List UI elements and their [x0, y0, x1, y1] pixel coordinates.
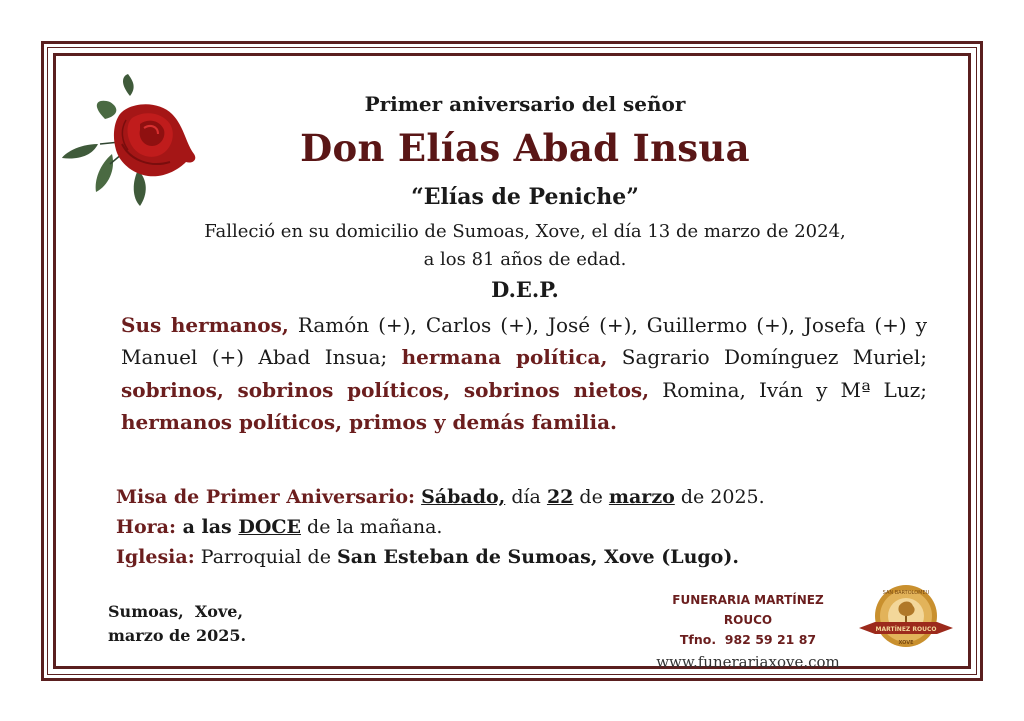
- church-label: Iglesia:: [116, 546, 195, 568]
- hour-post: de la mañana.: [301, 516, 443, 538]
- family-text-sister-in-law: Sagrario Domínguez Muriel;: [607, 345, 927, 370]
- hour-label: Hora:: [116, 516, 176, 538]
- death-line-1: Falleció en su domicilio de Sumoas, Xove, el día 13 de marzo de 2024,: [204, 221, 846, 242]
- family-label-brothers: Sus hermanos,: [121, 313, 289, 337]
- seal-bottom-text: XOVE: [898, 640, 914, 646]
- church-place: San Esteban de Sumoas, Xove (Lugo).: [337, 546, 739, 568]
- nickname: “Elías de Peniche”: [411, 184, 639, 210]
- dep: D.E.P.: [491, 277, 559, 302]
- family-text-brothers: Ramón (+), Carlos (+), José (+), Guillermo (+), Josefa (+) y Manuel (+) Abad Insua;: [121, 313, 928, 370]
- seal-top-text: SAN BARTOLOMEU: [882, 590, 930, 596]
- church-text: Parroquial de: [194, 546, 337, 568]
- funeral-home-name: FUNERARIA MARTÍNEZ ROUCO: [672, 593, 824, 627]
- mass-date: 22: [546, 486, 574, 508]
- place-line-1: Sumoas, Xove,: [108, 602, 244, 621]
- subtitle: Primer aniversario del señor: [364, 92, 686, 116]
- death-notice: [120, 218, 930, 274]
- hour-line: [116, 512, 916, 542]
- mass-text-2: de: [573, 486, 609, 508]
- hour-value: DOCE: [238, 516, 301, 538]
- family-label-sister-in-law: hermana política,: [401, 345, 608, 370]
- mass-month: marzo: [608, 486, 675, 508]
- mass-line: [116, 482, 916, 512]
- mass-day: Sábado,: [421, 486, 506, 508]
- hour-pre: a las: [175, 516, 239, 538]
- place-line-2: marzo de 2025.: [108, 626, 247, 645]
- family-text-nephews: Romina, Iván y Mª Luz;: [649, 377, 927, 402]
- family-label-nephews: sobrinos, sobrinos políticos, sobrinos nietos,: [121, 377, 650, 402]
- family-paragraph: [121, 309, 927, 439]
- church-line: [116, 542, 916, 572]
- seal-ribbon-text: MARTÍNEZ ROUCO: [875, 626, 937, 633]
- death-line-2: a los 81 años de edad.: [423, 249, 627, 270]
- funeral-home-info: [648, 590, 848, 674]
- family-label-others: hermanos políticos, primos y demás familia.: [121, 410, 618, 435]
- funeral-home-phone: Tfno. 982 59 21 87: [679, 632, 817, 647]
- ceremony-info: [116, 482, 916, 572]
- funeral-home-seal-icon: [855, 582, 957, 654]
- mass-text-3: de 2025.: [674, 486, 765, 508]
- mass-label: Misa de Primer Aniversario:: [116, 486, 416, 508]
- mass-text-1: día: [505, 486, 547, 508]
- funeral-home-website[interactable]: www.funerariaxove.com: [656, 653, 840, 671]
- deceased-name: Don Elías Abad Insua: [300, 126, 750, 170]
- place-date: [108, 600, 246, 648]
